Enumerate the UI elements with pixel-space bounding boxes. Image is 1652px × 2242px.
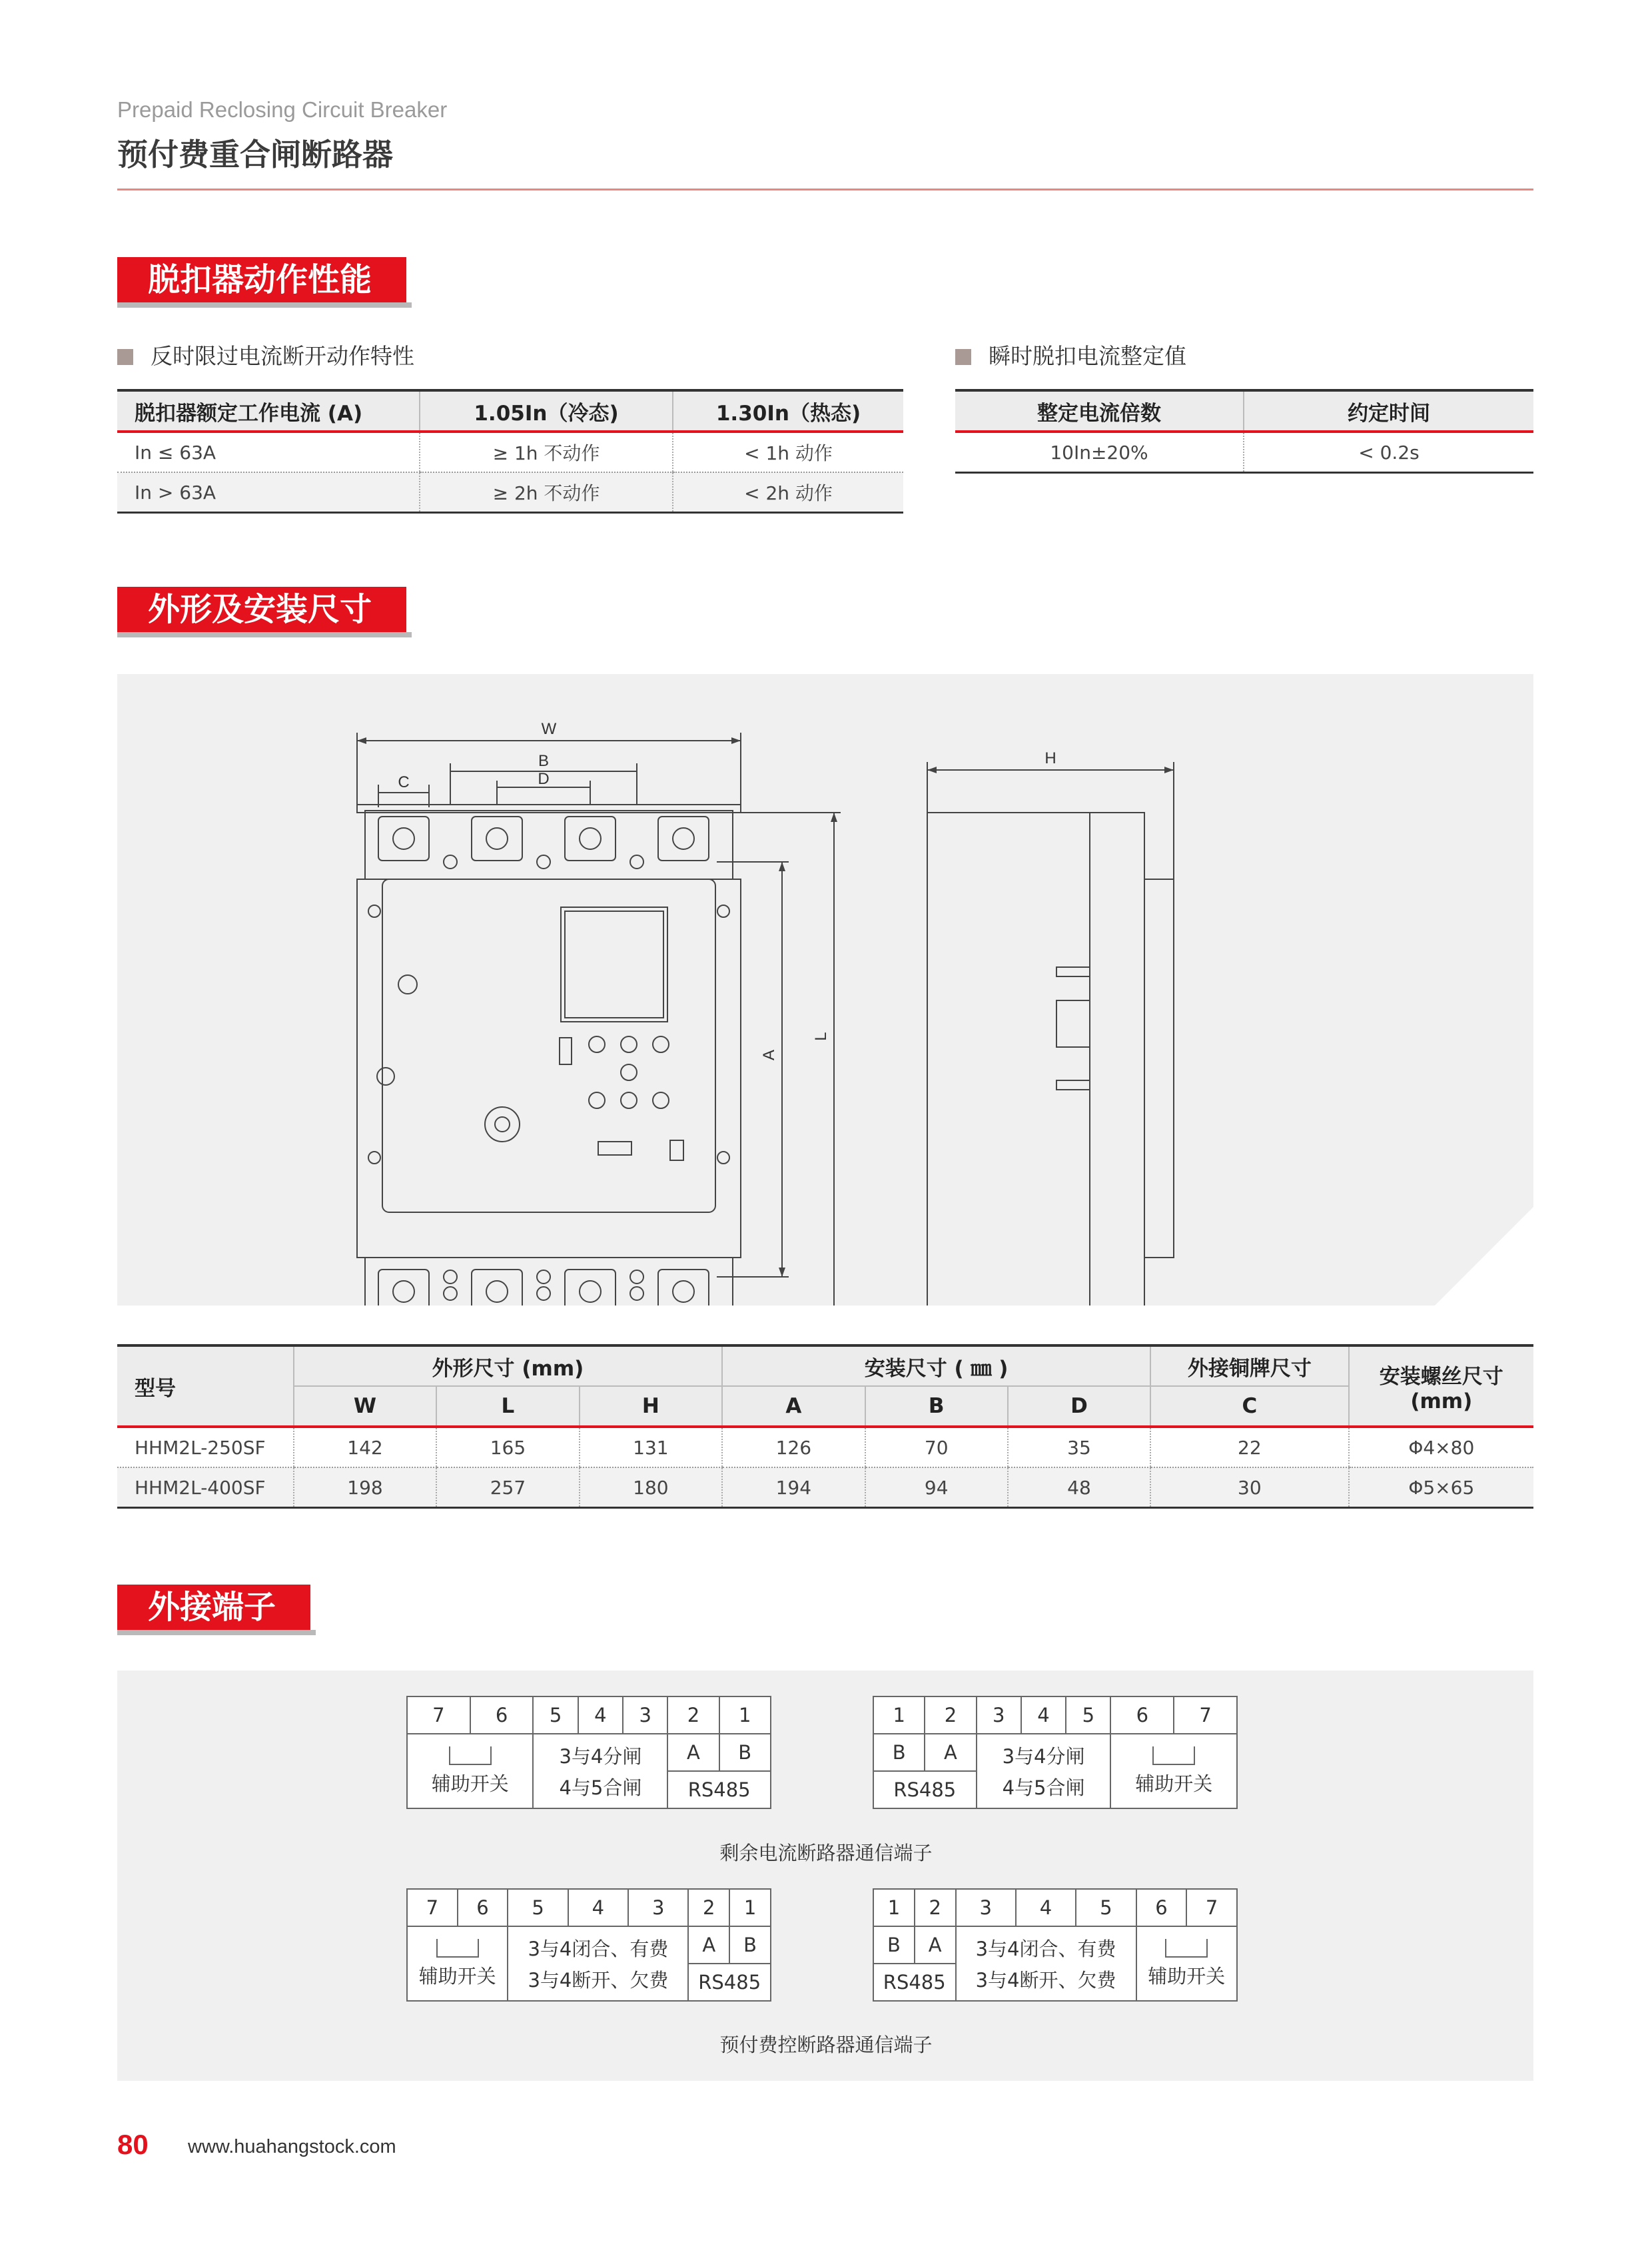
terminal-b: B <box>873 1926 915 1964</box>
terminal-a: A <box>688 1926 729 1964</box>
footer-url[interactable]: www.huahangstock.com <box>188 2136 396 2157</box>
table-cell: < 2h 动作 <box>673 472 903 513</box>
table-header: H <box>580 1386 722 1427</box>
table-cell: < 1h 动作 <box>673 432 903 472</box>
switch-symbol-icon <box>1165 1939 1208 1958</box>
table-cell: ≥ 2h 不动作 <box>420 472 673 513</box>
section-title: 外接端子 <box>148 1589 276 1626</box>
table-header: 1.05In（冷态) <box>420 390 673 432</box>
table-cell: Φ5×65 <box>1349 1467 1533 1508</box>
control-label: 3与4分闸 <box>559 1745 642 1768</box>
aux-switch-cell <box>407 1926 508 2001</box>
aux-switch-cell <box>1110 1734 1237 1808</box>
control-label: 3与4断开、欠费 <box>528 1969 669 1992</box>
header-title-en: Prepaid Reclosing Circuit Breaker <box>117 97 448 122</box>
switch-symbol-icon <box>1152 1746 1195 1765</box>
control-label: 4与5合闸 <box>1002 1776 1085 1799</box>
table-cell: HHM2L-400SF <box>117 1467 294 1508</box>
terminal-a: A <box>915 1926 956 1964</box>
table-header: 外形尺寸 (mm) <box>294 1345 722 1386</box>
subtitle-instant <box>955 343 1186 370</box>
terminal-b: B <box>729 1926 771 1964</box>
control-label: 3与4断开、欠费 <box>975 1969 1116 1992</box>
terminal-number: 6 <box>458 1889 508 1926</box>
terminal-number: 5 <box>1076 1889 1136 1926</box>
terminal-block-prepaid-right <box>873 1888 1238 2002</box>
page-number: 80 <box>117 2129 149 2160</box>
screw-header-text: 安装螺丝尺寸 <box>1379 1364 1503 1389</box>
table-cell: ≥ 1h 不动作 <box>420 432 673 472</box>
table-header: W <box>294 1386 436 1427</box>
rs485-label: RS485 <box>873 1964 956 2001</box>
terminal-block-prepaid-left <box>406 1888 771 2002</box>
terminal-number: 6 <box>1136 1889 1187 1926</box>
switch-symbol-icon <box>449 1746 492 1765</box>
terminal-b: B <box>719 1734 771 1771</box>
table-header: 整定电流倍数 <box>955 390 1244 432</box>
aux-switch-label: 辅助开关 <box>418 1964 496 1988</box>
table-cell: 131 <box>580 1427 722 1467</box>
dim-label-c: C <box>398 773 410 791</box>
terminal-number: 2 <box>667 1696 719 1734</box>
table-row <box>117 1467 1533 1508</box>
table-cell: In > 63A <box>117 472 420 513</box>
square-bullet-icon <box>117 349 133 365</box>
table-header: 1.30In（热态) <box>673 390 903 432</box>
terminal-number: 1 <box>873 1889 915 1926</box>
table-cell: 194 <box>722 1467 865 1508</box>
terminal-number: 1 <box>719 1696 771 1734</box>
aux-switch-label: 辅助开关 <box>431 1772 509 1795</box>
terminal-b: B <box>873 1734 925 1771</box>
corner-cut <box>1435 1207 1533 1306</box>
dim-label-w: W <box>541 720 557 738</box>
dimension-table <box>117 1344 1533 1509</box>
subtitle-text: 瞬时脱扣电流整定值 <box>989 343 1186 369</box>
rs485-label: RS485 <box>667 1771 771 1808</box>
aux-switch-cell <box>1136 1926 1237 2001</box>
terminal-number: 3 <box>977 1696 1021 1734</box>
terminal-number: 7 <box>1174 1696 1237 1734</box>
table-cell: 48 <box>1008 1467 1150 1508</box>
terminal-number: 1 <box>873 1696 925 1734</box>
drawing-panel <box>117 674 1533 1306</box>
tab-shadow <box>117 632 412 637</box>
terminal-number: 4 <box>578 1696 623 1734</box>
terminal-number: 6 <box>470 1696 534 1734</box>
control-label: 3与4闭合、有费 <box>975 1938 1116 1960</box>
terminal-number: 3 <box>628 1889 688 1926</box>
terminal-number: 5 <box>508 1889 568 1926</box>
terminal-number: 1 <box>729 1889 771 1926</box>
section-tab-dimensions <box>117 587 406 632</box>
switch-symbol-icon <box>436 1939 479 1958</box>
tab-shadow <box>117 302 412 308</box>
inverse-time-table <box>117 389 903 514</box>
terminal-number: 4 <box>1021 1696 1066 1734</box>
table-row <box>955 432 1533 473</box>
table-header: A <box>722 1386 865 1427</box>
control-cell <box>977 1734 1111 1808</box>
terminal-number: 6 <box>1110 1696 1174 1734</box>
table-cell: 126 <box>722 1427 865 1467</box>
table-cell: 142 <box>294 1427 436 1467</box>
dim-label-l: L <box>812 1032 830 1041</box>
dim-label-h: H <box>1044 749 1056 767</box>
table-cell: 180 <box>580 1467 722 1508</box>
header-divider <box>117 188 1533 190</box>
table-cell: 165 <box>436 1427 579 1467</box>
tab-shadow <box>117 1630 316 1635</box>
table-header: 安装尺寸 ( ㎜ ) <box>722 1345 1150 1386</box>
terminal-number: 7 <box>407 1696 470 1734</box>
table-header: C <box>1150 1386 1348 1427</box>
terminal-a: A <box>667 1734 719 1771</box>
table-cell: 70 <box>865 1427 1008 1467</box>
table-cell: 94 <box>865 1467 1008 1508</box>
control-label: 4与5合闸 <box>559 1776 642 1799</box>
section-title: 外形及安装尺寸 <box>148 591 372 628</box>
terminal-number: 2 <box>688 1889 729 1926</box>
table-cell: HHM2L-250SF <box>117 1427 294 1467</box>
dim-label-b: B <box>538 752 550 770</box>
table-header: 脱扣器额定工作电流 (A) <box>117 390 420 432</box>
table-row <box>117 472 903 513</box>
dim-label-d: D <box>538 770 550 788</box>
dim-label-a: A <box>760 1049 778 1061</box>
table-cell: Φ4×80 <box>1349 1427 1533 1467</box>
table-header: D <box>1008 1386 1150 1427</box>
header-title-cn: 预付费重合闸断路器 <box>117 137 393 173</box>
square-bullet-icon <box>955 349 971 365</box>
table-row <box>117 432 903 472</box>
instant-trip-table <box>955 389 1533 474</box>
terminal-number: 2 <box>915 1889 956 1926</box>
aux-switch-label: 辅助开关 <box>1148 1964 1226 1988</box>
table-header: 外接铜牌尺寸 <box>1150 1345 1348 1386</box>
terminal-block-residual-left <box>406 1696 771 1809</box>
terminal-number: 4 <box>1016 1889 1076 1926</box>
table-row <box>117 1427 1533 1467</box>
terminal-number: 7 <box>1186 1889 1237 1926</box>
subtitle-inverse-time <box>117 343 414 370</box>
caption-prepaid: 预付费控断路器通信端子 <box>719 2034 933 2056</box>
table-cell: 35 <box>1008 1427 1150 1467</box>
screw-header-unit: (mm) <box>1410 1389 1473 1413</box>
section-tab-terminals <box>117 1585 310 1630</box>
terminal-block-residual-right <box>873 1696 1238 1809</box>
section-title: 脱扣器动作性能 <box>148 261 372 298</box>
table-cell: 198 <box>294 1467 436 1508</box>
rs485-label: RS485 <box>688 1964 771 2001</box>
table-header <box>1349 1345 1533 1427</box>
terminal-number: 3 <box>623 1696 667 1734</box>
table-cell: 10In±20% <box>955 432 1244 473</box>
table-cell: 22 <box>1150 1427 1348 1467</box>
terminals-panel <box>117 1671 1533 2081</box>
table-header: 型号 <box>117 1345 294 1427</box>
subtitle-text: 反时限过电流断开动作特性 <box>151 343 414 369</box>
table-header: B <box>865 1386 1008 1427</box>
terminal-number: 7 <box>407 1889 458 1926</box>
aux-switch-label: 辅助开关 <box>1135 1772 1213 1795</box>
table-cell: In ≤ 63A <box>117 432 420 472</box>
terminal-number: 3 <box>956 1889 1016 1926</box>
terminal-number: 4 <box>568 1889 628 1926</box>
terminal-a: A <box>925 1734 976 1771</box>
table-cell: 30 <box>1150 1467 1348 1508</box>
control-label: 3与4分闸 <box>1002 1745 1085 1768</box>
control-label: 3与4闭合、有费 <box>528 1938 669 1960</box>
table-header: 约定时间 <box>1244 390 1533 432</box>
table-header: L <box>436 1386 579 1427</box>
caption-residual: 剩余电流断路器通信端子 <box>719 1842 933 1864</box>
section-tab-trip <box>117 257 406 302</box>
control-cell <box>533 1734 667 1808</box>
control-cell <box>956 1926 1136 2001</box>
terminal-number: 2 <box>925 1696 976 1734</box>
aux-switch-cell <box>407 1734 533 1808</box>
outline-drawing <box>117 674 1533 1306</box>
rs485-label: RS485 <box>873 1771 977 1808</box>
terminal-number: 5 <box>533 1696 578 1734</box>
table-cell: < 0.2s <box>1244 432 1533 473</box>
control-cell <box>508 1926 688 2001</box>
terminal-number: 5 <box>1066 1696 1110 1734</box>
table-cell: 257 <box>436 1467 579 1508</box>
